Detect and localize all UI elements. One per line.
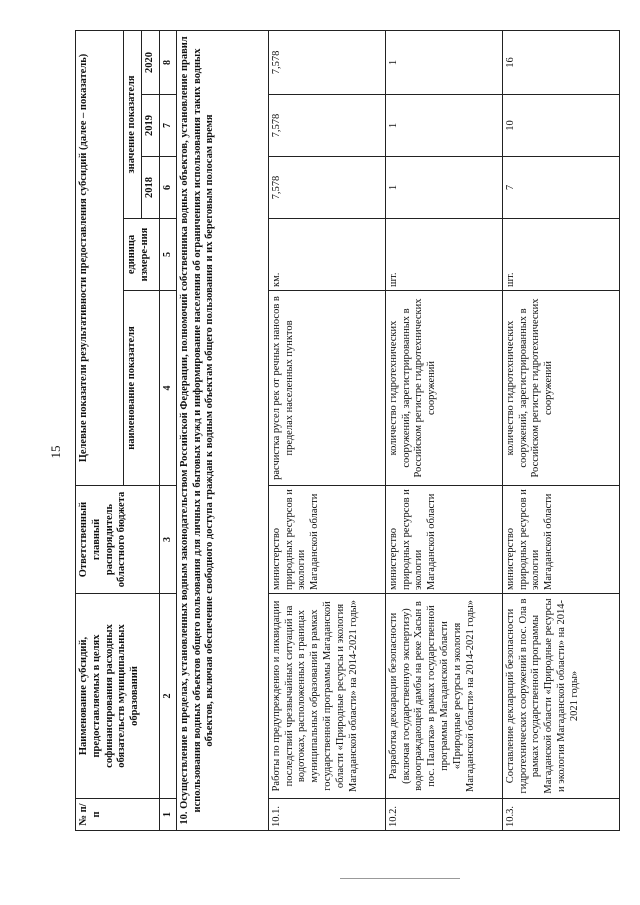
col-number: 7 (159, 95, 176, 157)
header-year-2018: 2018 (141, 157, 159, 219)
row-subsidy-name: Составление деклараций безопасности гидротехнических сооружений в пос. Ола в рамках государственной программы Магаданской области «Природные ресурсы и экология Магаданской области» на 2014-2021 годы» (502, 594, 619, 799)
header-values: значение показателя (124, 30, 142, 218)
row-value-2019: 1 (385, 95, 502, 157)
header-year-2020: 2020 (141, 30, 159, 94)
subsidy-targets-table (75, 30, 620, 831)
col-number: 4 (159, 291, 176, 486)
row-value-2019: 7,578 (268, 95, 385, 157)
rotated-table-container (75, 31, 630, 831)
col-number: 3 (159, 486, 176, 594)
row-value-2018: 7 (502, 157, 619, 219)
row-responsible: министерство природных ресурсов и экологии Магаданской области (502, 486, 619, 594)
header-unit: единица измере-ния (124, 219, 160, 291)
row-indicator: количество гидротехнических сооружений, зарегистрированных в Российском регистре гидротехнических сооружений (385, 291, 502, 486)
row-indicator: расчистка русел рек от речных наносов в пределах населенных пунктов (268, 291, 385, 486)
row-value-2018: 7,578 (268, 157, 385, 219)
col-number: 6 (159, 157, 176, 219)
col-number: 5 (159, 219, 176, 291)
header-targets: Целевые показатели результативности предоставления субсидий (далее – показатель) (76, 30, 124, 485)
table-row (385, 30, 502, 830)
row-num: 10.1. (268, 799, 385, 831)
col-number: 8 (159, 30, 176, 94)
header-year-2019: 2019 (141, 95, 159, 157)
header-indicator-name: наименование показателя (124, 291, 160, 486)
row-unit: км. (268, 219, 385, 291)
section-title: 10. Осуществление в пределах, установленных водным законодательством Российской Федерации, полномочий собственника водных объектов, установление правил использования водных объектов общего пользования для личных и бытовых нужд и информирование населения об ограничениях использования таких водных объектов, включая обеспечение свободного доступа граждан к водным объектам общего пользования и их береговым полосам время (176, 30, 268, 830)
row-responsible: министерство природных ресурсов и экологии Магаданской области (268, 486, 385, 594)
row-value-2020: 7,578 (268, 30, 385, 94)
header-subsidy-name: Наименование субсидий, предоставляемых в целях софинансирования расходных обязательств муниципальных образований (76, 594, 160, 799)
row-unit: шт. (502, 219, 619, 291)
row-value-2020: 1 (385, 30, 502, 94)
row-subsidy-name: Работы по предупреждению и ликвидации последствий чрезвычайных ситуаций на водотоках, расположенных в границах муниципальных образований в рамках государственной программы Магаданской области «Природные ресурсы и экология Магаданской области» на 2014-2021 годы» (268, 594, 385, 799)
row-num: 10.2. (385, 799, 502, 831)
header-num: № п/п (76, 799, 160, 831)
row-responsible: министерство природных ресурсов и экологии Магаданской области (385, 486, 502, 594)
row-value-2018: 1 (385, 157, 502, 219)
table-row (502, 30, 619, 830)
header-responsible: Ответственный главный распорядитель областного бюджета (76, 486, 160, 594)
page-number: 15 (48, 445, 63, 459)
col-number: 1 (159, 799, 176, 831)
table-row (268, 30, 385, 830)
row-unit: шт. (385, 219, 502, 291)
row-value-2019: 10 (502, 95, 619, 157)
col-number: 2 (159, 594, 176, 799)
row-value-2020: 16 (502, 30, 619, 94)
footer-divider (340, 878, 460, 879)
row-subsidy-name: Разработка декларации безопасности (включая государственную экспертизу) водоограждающей дамбы на реке Хасын в пос. Палатка» в рамках государственной программы Магаданской области «Природные ресурсы и экология Магаданской области» на 2014-2021 годы» (385, 594, 502, 799)
row-num: 10.3. (502, 799, 619, 831)
row-indicator: количество гидротехнических сооружений, зарегистрированных в Российском регистре гидротехнических сооружений (502, 291, 619, 486)
